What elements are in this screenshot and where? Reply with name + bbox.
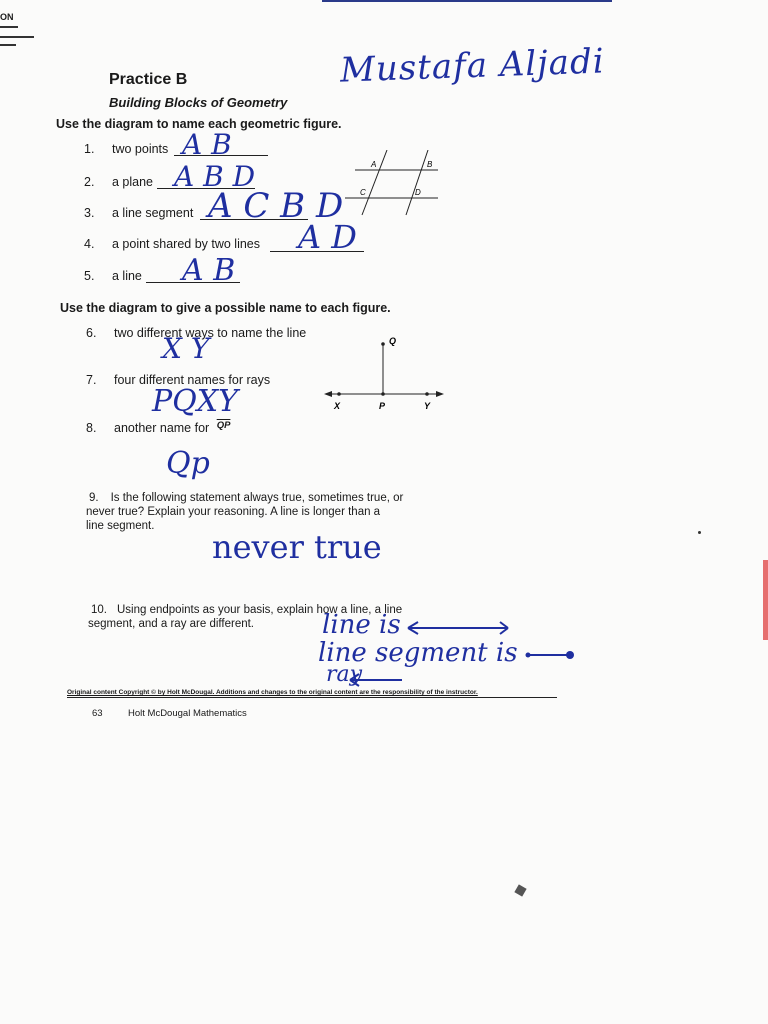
question-prompt: another name for (114, 421, 210, 435)
segment-notation: QP (216, 420, 231, 431)
page-number: 63 (92, 708, 103, 719)
point-label-d: D (415, 188, 421, 197)
scan-mark (698, 531, 701, 534)
corner-rule (0, 44, 16, 46)
point-label-x: X (334, 401, 341, 411)
question-prompt: a line (112, 269, 142, 283)
answer-10-segment: line segment is (318, 638, 518, 668)
question-number: 8. (86, 421, 97, 435)
intersecting-lines-diagram (340, 150, 440, 220)
question-line: 9. Is the following statement always true, sometimes true, or (89, 492, 404, 504)
answer-10-line: line is (322, 610, 401, 640)
answer-8: Qp (166, 446, 210, 481)
question-prompt: a line segment (112, 206, 194, 220)
answer-6: X Y (162, 332, 210, 365)
question-prompt: four different names for rays (114, 373, 271, 387)
corner-rule (0, 36, 34, 38)
question-number: 5. (84, 269, 95, 283)
question-5 (84, 269, 142, 283)
copyright-notice: Original content Copyright © by Holt McDougal. Additions and changes to the original content are the responsibility of the instructor. (67, 689, 478, 696)
section1-instruction: Use the diagram to name each geometric figure. (56, 117, 342, 131)
question-number: 2. (84, 175, 95, 189)
ray-arrow-sketch (346, 670, 406, 690)
answer-4: A D (298, 218, 357, 256)
scan-mark (514, 884, 526, 896)
point-label-q: Q (389, 336, 397, 346)
question-line: line segment. (86, 520, 155, 532)
question-number: 1. (84, 142, 95, 156)
point-p (381, 392, 385, 396)
point-label-p: P (379, 401, 386, 411)
question-1 (84, 142, 168, 156)
answer-5: A B (182, 253, 236, 288)
question-prompt: a plane (112, 175, 154, 189)
page-subtitle: Building Blocks of Geometry (109, 95, 288, 110)
question-number: 10. (91, 604, 107, 616)
question-line: segment, and a ray are different. (88, 618, 254, 630)
question-prompt: two different ways to name the line (114, 326, 307, 340)
question-prompt: a point shared by two lines (112, 237, 261, 251)
point-q (381, 342, 385, 346)
segment-sketch (524, 645, 576, 665)
question-4 (84, 237, 260, 251)
page-title: Practice B (109, 71, 188, 88)
corner-mark: ON (0, 12, 14, 22)
answer-3: A C B D (208, 186, 344, 226)
line-xy-diagram (322, 334, 446, 414)
question-number: 6. (86, 326, 97, 340)
answer-9: never true (212, 528, 382, 566)
top-edge-line (322, 0, 612, 2)
section2-instruction: Use the diagram to give a possible name to each figure. (60, 301, 391, 315)
publisher-name: Holt McDougal Mathematics (128, 708, 247, 719)
point-label-y: Y (424, 401, 431, 411)
point-label-c: C (360, 188, 366, 197)
question-number: 4. (84, 237, 95, 251)
answer-7: PQXY (152, 384, 238, 419)
arrowhead-right (436, 391, 444, 397)
transversal-bd (406, 150, 428, 215)
line-arrow-sketch (404, 618, 514, 638)
question-prompt: two points (112, 142, 169, 156)
answer-2: A B D (174, 160, 256, 193)
point-label-b: B (427, 160, 433, 169)
question-8 (86, 421, 230, 435)
point-label-a: A (371, 160, 377, 169)
answer-10-ray: ray (326, 662, 363, 687)
question-line: 10. Using endpoints as your basis, explain how a line, a line (91, 604, 403, 616)
student-name: Mustafa Aljadi (339, 41, 606, 91)
arrowhead-left (324, 391, 332, 397)
answer-1: A B (182, 128, 232, 161)
question-3 (84, 206, 193, 220)
question-number: 7. (86, 373, 97, 387)
question-line: never true? Explain your reasoning. A line is longer than a (86, 506, 381, 518)
corner-rule (0, 26, 18, 28)
point-y (425, 392, 429, 396)
question-number: 3. (84, 206, 95, 220)
scan-mark (763, 560, 768, 640)
question-9 (86, 491, 403, 533)
footer-divider (67, 697, 557, 698)
question-2 (84, 175, 153, 189)
question-number: 9. (89, 492, 99, 504)
point-x (337, 392, 341, 396)
